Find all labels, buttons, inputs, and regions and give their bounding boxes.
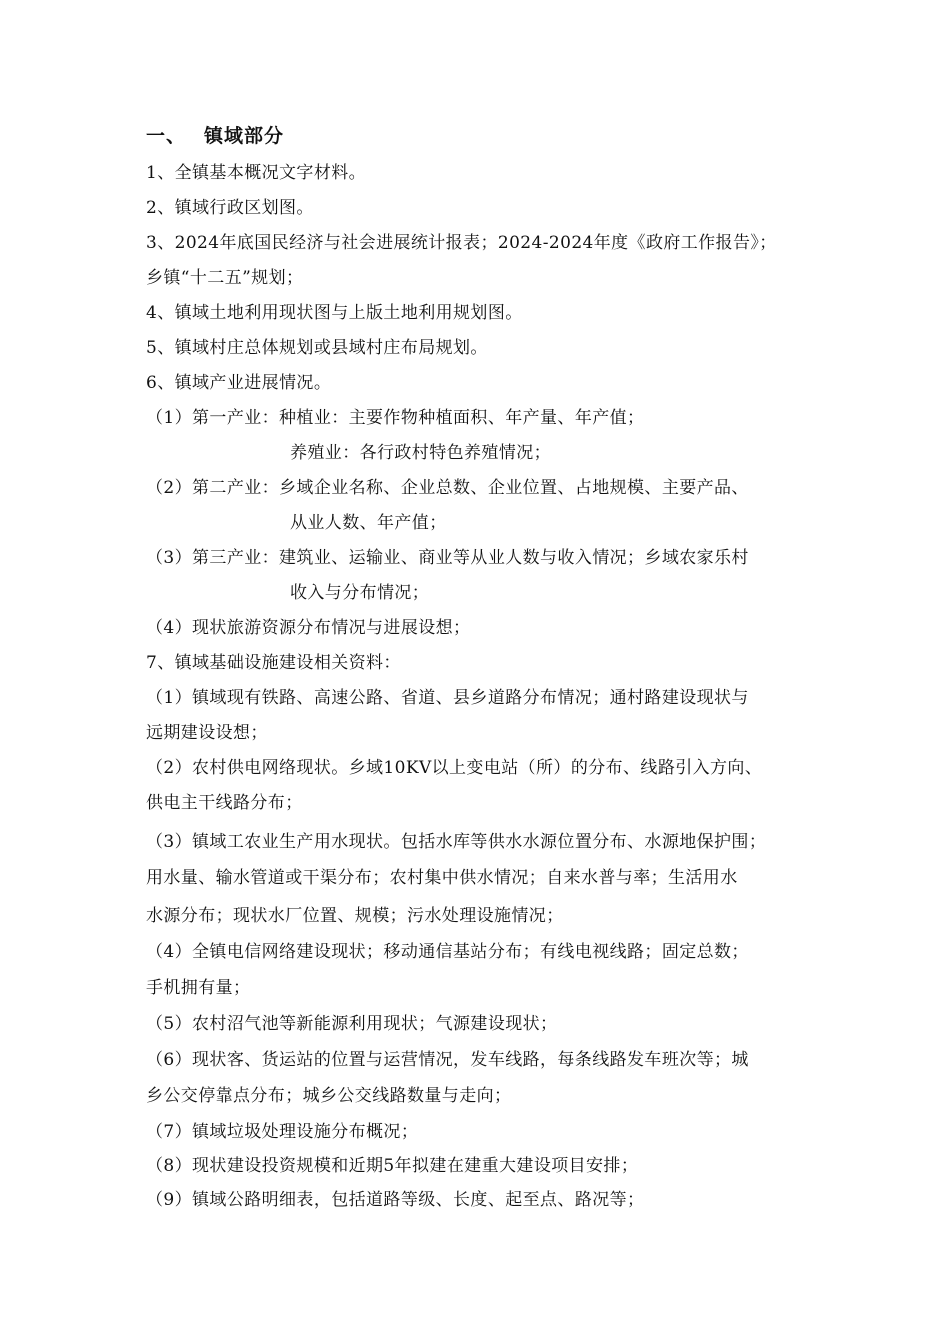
sub-item-continuation: 远期建设设想； [146,723,268,743]
sub-item: （3）镇域工农业生产用水现状。包括水库等供水水源位置分布、水源地保护围； [146,832,767,852]
section-title: 镇域部分 [204,125,285,147]
sub-item: （3）第三产业：建筑业、运输业、商业等从业人数与收入情况；乡域农家乐村 [146,548,749,568]
list-item: 1、全镇基本概况文字材料。 [146,163,367,183]
sub-item: （4）全镇电信网络建设现状；移动通信基站分布；有线电视线路；固定总数； [146,942,749,962]
sub-item: （6）现状客、货运站的位置与运营情况，发车线路，每条线路发车班次等；城 [146,1050,749,1070]
sub-item: （8）现状建设投资规模和近期5年拟建在建重大建设项目安排； [146,1156,639,1176]
sub-item: （1）第一产业：种植业：主要作物种植面积、年产量、年产值； [146,408,645,428]
list-item-continuation: 乡镇“十二五”规划； [146,268,304,288]
list-item: 7、镇域基础设施建设相关资料： [146,653,401,673]
sub-item-continuation: 手机拥有量； [146,978,251,998]
sub-item-continuation: 收入与分布情况； [290,583,430,603]
sub-item-continuation: 从业人数、年产值； [290,513,447,533]
section-number: 一、 [146,125,187,147]
sub-item-continuation: 用水量、输水管道或干渠分布；农村集中供水情况；自来水普与率；生活用水 [146,868,738,888]
list-item: 2、镇域行政区划图。 [146,198,314,218]
sub-item-continuation: 乡公交停靠点分布；城乡公交线路数量与走向； [146,1086,512,1106]
sub-item: （9）镇域公路明细表，包括道路等级、长度、起至点、路况等； [146,1190,645,1210]
sub-item: （5）农村沼气池等新能源利用现状；气源建设现状； [146,1014,558,1034]
list-item: 5、镇域村庄总体规划或县域村庄布局规划。 [146,338,488,358]
sub-item-continuation: 供电主干线路分布； [146,793,303,813]
list-item: 4、镇域土地利用现状图与上版土地利用规划图。 [146,303,523,323]
sub-item: （2）第二产业：乡域企业名称、企业总数、企业位置、占地规模、主要产品、 [146,478,749,498]
sub-item: （4）现状旅游资源分布情况与进展设想； [146,618,471,638]
section-heading [146,126,284,146]
list-item: 3、2024年底国民经济与社会进展统计报表；2024-2024年度《政府工作报告》； [146,233,777,253]
sub-item-continuation: 养殖业：各行政村特色养殖情况； [290,443,551,463]
sub-item: （2）农村供电网络现状。乡域10KV以上变电站（所）的分布、线路引入方向、 [146,758,763,778]
sub-item: （1）镇域现有铁路、高速公路、省道、县乡道路分布情况；通村路建设现状与 [146,688,749,708]
sub-item-continuation: 水源分布；现状水厂位置、规模；污水处理设施情况； [146,906,564,926]
sub-item: （7）镇域垃圾处理设施分布概况； [146,1122,419,1142]
list-item: 6、镇域产业进展情况。 [146,373,332,393]
